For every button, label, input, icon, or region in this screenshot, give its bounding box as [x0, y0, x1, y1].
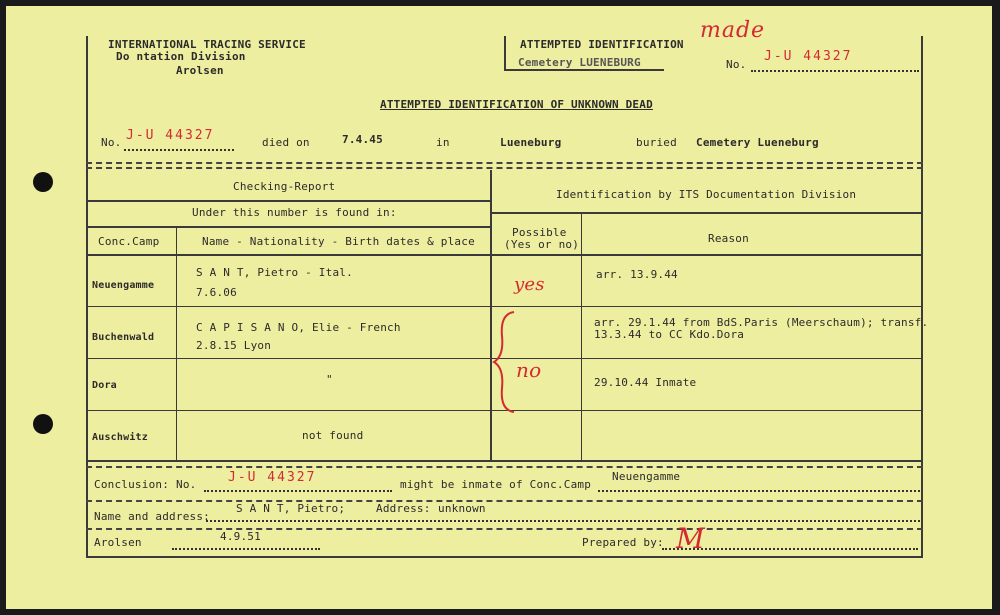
died-label: died on	[262, 136, 310, 149]
date-value: 4.9.51	[220, 530, 261, 543]
row3-ditto: "	[326, 373, 333, 386]
row3-reason: 29.10.44 Inmate	[594, 376, 697, 389]
record-no-value: J-U 44327	[126, 128, 215, 143]
col-reason-header: Reason	[708, 232, 749, 245]
place-label: Arolsen	[94, 536, 142, 549]
org-city: Arolsen	[176, 64, 224, 77]
row2-name: C A P I S A N O, Elie - French	[196, 321, 401, 334]
conclusion-label: Conclusion:	[94, 478, 170, 491]
row4-name: not found	[302, 429, 364, 442]
name-address-label: Name and address:	[94, 510, 210, 523]
might-be-text: might be inmate of Conc.Camp	[400, 478, 592, 491]
row2-reason-2: 13.3.44 to CC Kdo.Dora	[594, 328, 745, 341]
page-title: ATTEMPTED IDENTIFICATION OF UNKNOWN DEAD	[380, 98, 653, 111]
conclusion-camp: Neuengamme	[612, 470, 681, 483]
row1-possible: yes	[514, 274, 545, 295]
row1-camp: Neuengamme	[92, 280, 155, 291]
row2-camp: Buchenwald	[92, 332, 155, 343]
bracket-no-mark: no	[516, 358, 542, 382]
conclusion-no-label: No.	[176, 478, 197, 491]
col-possible-header-2: (Yes or no)	[504, 238, 580, 251]
checking-report-header: Checking-Report	[233, 180, 336, 193]
punch-hole-bottom	[33, 414, 53, 434]
box-cemetery: Cemetery LUENEBURG	[518, 56, 641, 69]
name-value: S A N T, Pietro;	[236, 502, 346, 515]
row2-birth: 2.8.15 Lyon	[196, 339, 272, 352]
row4-camp: Auschwitz	[92, 432, 148, 443]
died-value: 7.4.45	[342, 133, 383, 146]
buried-label: buried	[636, 136, 677, 149]
row1-name: S A N T, Pietro - Ital.	[196, 266, 353, 279]
index-card	[6, 6, 992, 609]
under-number-header: Under this number is found in:	[192, 206, 397, 219]
box-no-value: J-U 44327	[764, 49, 853, 64]
row1-birth: 7.6.06	[196, 286, 237, 299]
prepared-label: Prepared by:	[582, 536, 664, 549]
row1-reason: arr. 13.9.44	[596, 268, 678, 281]
prepared-mark: M	[676, 522, 705, 555]
row3-camp: Dora	[92, 380, 117, 391]
identification-header: Identification by ITS Documentation Division	[556, 188, 857, 201]
buried-value: Cemetery Lueneburg	[696, 136, 819, 149]
org-name: INTERNATIONAL TRACING SERVICE	[108, 38, 306, 51]
col-camp-header: Conc.Camp	[98, 235, 160, 248]
row2-reason-1: arr. 29.1.44 from BdS.Paris (Meerschaum); transf.	[594, 316, 929, 329]
org-division: Do ntation Division	[116, 50, 246, 63]
box-title: ATTEMPTED IDENTIFICATION	[520, 38, 684, 51]
address-value: unknown	[438, 502, 486, 515]
address-label: Address:	[376, 502, 431, 515]
col-name-header: Name - Nationality - Birth dates & place	[202, 235, 475, 248]
col-possible-header-1: Possible	[512, 226, 567, 239]
handwritten-made: made	[700, 18, 766, 43]
conclusion-no-value: J-U 44327	[228, 470, 317, 485]
in-label: in	[436, 136, 450, 149]
record-no-label: No.	[101, 136, 122, 149]
box-no-label: No.	[726, 58, 747, 71]
in-value: Lueneburg	[500, 136, 562, 149]
punch-hole-top	[33, 172, 53, 192]
